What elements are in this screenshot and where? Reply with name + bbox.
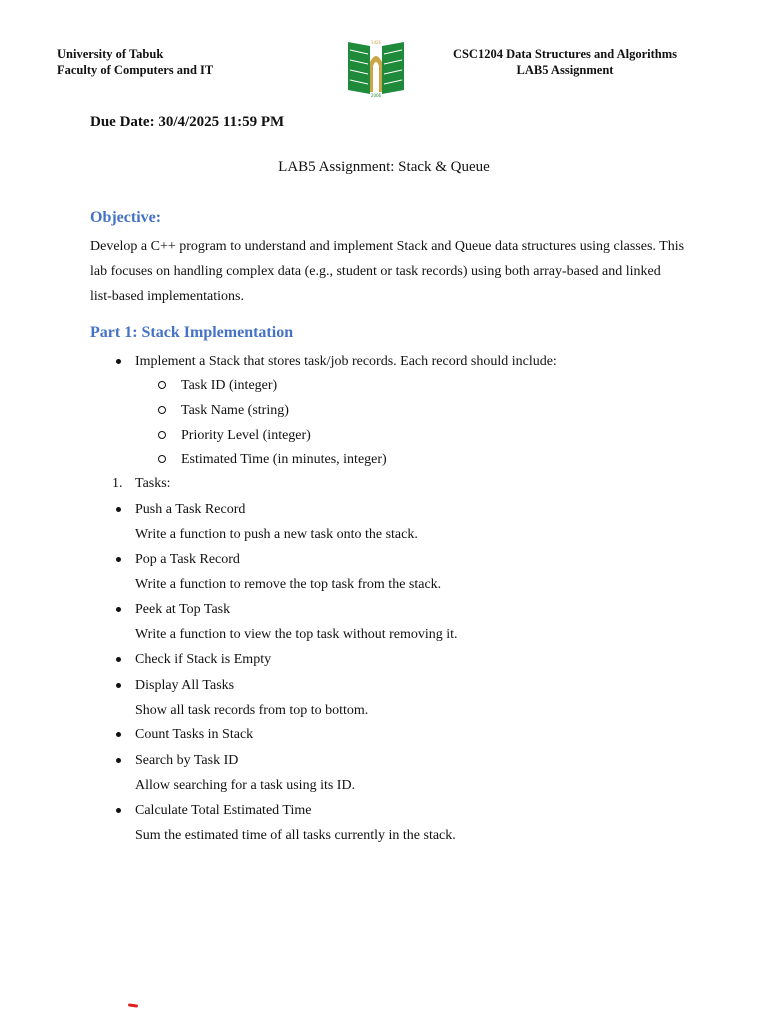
university-logo bbox=[346, 36, 406, 98]
objective-line: lab focuses on handling complex data (e.g., student or task records) using both array-based and linked bbox=[90, 264, 661, 279]
bullet-marker bbox=[116, 732, 121, 737]
logo-year-bottom: 2006 bbox=[370, 93, 382, 98]
task-title: Count Tasks in Stack bbox=[135, 727, 254, 742]
part1-heading: Part 1: Stack Implementation bbox=[90, 324, 294, 341]
course-name: CSC1204 Data Structures and Algorithms bbox=[452, 47, 678, 61]
task-title: Pop a Task Record bbox=[135, 552, 240, 567]
task-title: Peek at Top Task bbox=[135, 602, 231, 617]
bullet-marker bbox=[116, 507, 121, 512]
header-course bbox=[440, 46, 690, 78]
bullet-marker bbox=[116, 683, 121, 688]
document-title: LAB5 Assignment: Stack & Queue bbox=[278, 159, 490, 175]
header-institution bbox=[57, 46, 213, 78]
red-ink-mark bbox=[128, 1003, 138, 1007]
bullet-marker bbox=[116, 657, 121, 662]
task-description: Allow searching for a task using its ID. bbox=[135, 778, 356, 793]
bullet-marker bbox=[116, 557, 121, 562]
objective-line: Develop a C++ program to understand and implement Stack and Queue data structures using classes. This bbox=[90, 239, 685, 254]
objective-paragraph bbox=[90, 234, 690, 309]
bullet-marker bbox=[116, 758, 121, 763]
field-item: Estimated Time (in minutes, integer) bbox=[181, 452, 387, 467]
task-description: Write a function to view the top task without removing it. bbox=[135, 627, 458, 642]
task-description: Show all task records from top to bottom. bbox=[135, 703, 369, 718]
task-title: Calculate Total Estimated Time bbox=[135, 803, 312, 818]
sub-bullet-marker bbox=[158, 381, 166, 389]
task-description: Write a function to remove the top task from the stack. bbox=[135, 577, 442, 592]
bullet-marker bbox=[116, 808, 121, 813]
bullet-marker bbox=[116, 607, 121, 612]
due-date: Due Date: 30/4/2025 11:59 PM bbox=[90, 114, 285, 130]
faculty-name: Faculty of Computers and IT bbox=[57, 63, 214, 77]
logo-year-top: 1426 bbox=[370, 40, 382, 45]
field-item: Task ID (integer) bbox=[181, 378, 278, 393]
sub-bullet-marker bbox=[158, 406, 166, 414]
sub-bullet-marker bbox=[158, 455, 166, 463]
sub-bullet-marker bbox=[158, 431, 166, 439]
university-name: University of Tabuk bbox=[57, 47, 164, 61]
task-description: Sum the estimated time of all tasks currently in the stack. bbox=[135, 828, 456, 843]
assignment-name: LAB5 Assignment bbox=[516, 63, 614, 77]
field-item: Task Name (string) bbox=[181, 403, 289, 418]
task-title: Push a Task Record bbox=[135, 502, 246, 517]
tasks-number: 1. bbox=[112, 476, 123, 491]
field-item: Priority Level (integer) bbox=[181, 428, 311, 443]
task-description: Write a function to push a new task onto the stack. bbox=[135, 527, 418, 542]
tasks-label: Tasks: bbox=[135, 476, 171, 491]
bullet-marker bbox=[116, 359, 121, 364]
part1-intro: Implement a Stack that stores task/job records. Each record should include: bbox=[135, 354, 557, 369]
objective-line: list-based implementations. bbox=[90, 289, 244, 304]
task-title: Check if Stack is Empty bbox=[135, 652, 272, 667]
task-title: Search by Task ID bbox=[135, 753, 239, 768]
task-title: Display All Tasks bbox=[135, 678, 235, 693]
objective-heading: Objective: bbox=[90, 209, 162, 226]
